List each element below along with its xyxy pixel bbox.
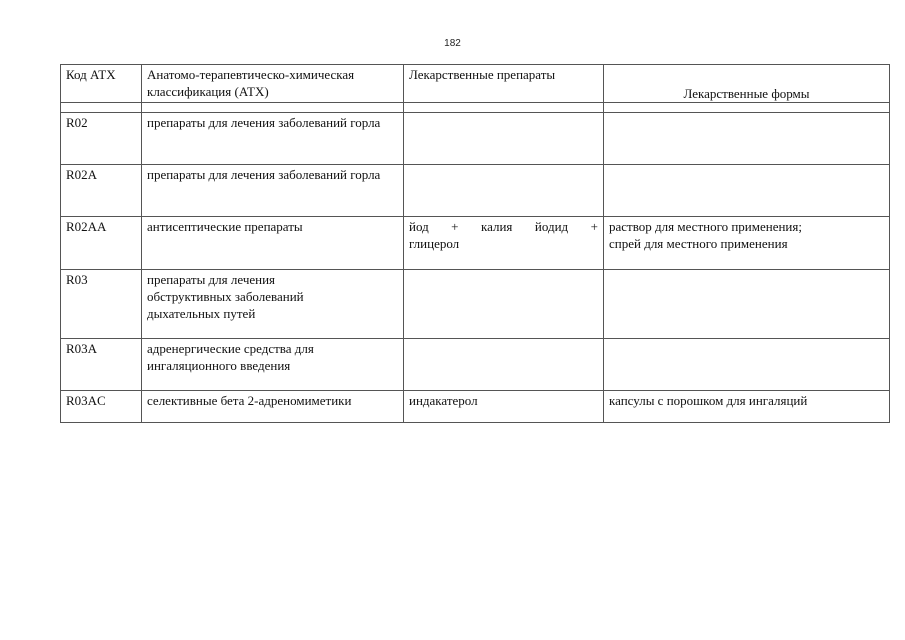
table-row	[61, 113, 890, 165]
cell-forms: капсулы с порошком для ингаляций	[604, 391, 890, 423]
cell-classification: препараты для лечения заболеваний горла	[142, 165, 404, 217]
cell-code: R02	[61, 113, 142, 165]
atx-table	[60, 64, 890, 423]
cell-forms	[604, 113, 890, 165]
table-row	[61, 217, 890, 270]
drugs-line-1: йод + калия йодид +	[409, 219, 598, 234]
cell-drugs	[404, 270, 604, 339]
cell-classification: селективные бета 2-адреномиметики	[142, 391, 404, 423]
header-forms: Лекарственные формы	[604, 65, 890, 103]
table-row	[61, 165, 890, 217]
cell-code: R03	[61, 270, 142, 339]
cell-drugs	[404, 113, 604, 165]
forms-line-1: раствор для местного применения;	[609, 219, 802, 234]
header-classification: Анатомо-терапевтическо-химическая классификация (АТХ)	[142, 65, 404, 103]
cell-code: R03AC	[61, 391, 142, 423]
cell-code: R02A	[61, 165, 142, 217]
cell-forms	[604, 217, 890, 270]
header-spacer-row	[61, 103, 890, 113]
cell-classification: препараты для лечения заболеваний горла	[142, 113, 404, 165]
cell-forms	[604, 270, 890, 339]
header-code: Код АТХ	[61, 65, 142, 103]
cell-classification: антисептические препараты	[142, 217, 404, 270]
cell-classification: препараты для лечения обструктивных заболеваний дыхательных путей	[142, 270, 404, 339]
cell-drugs: индакатерол	[404, 391, 604, 423]
header-drugs: Лекарственные препараты	[404, 65, 604, 103]
forms-line-2: спрей для местного применения	[609, 236, 788, 251]
cell-drugs	[404, 165, 604, 217]
cell-forms	[604, 339, 890, 391]
cell-classification: адренергические средства для ингаляционного введения	[142, 339, 404, 391]
drugs-line-2: глицерол	[409, 236, 460, 251]
cell-code: R02AA	[61, 217, 142, 270]
cell-drugs	[404, 217, 604, 270]
page-number: 182	[444, 38, 461, 49]
table-row	[61, 391, 890, 423]
table-header-row	[61, 65, 890, 103]
table-row	[61, 339, 890, 391]
table-row	[61, 270, 890, 339]
cell-drugs	[404, 339, 604, 391]
cell-forms	[604, 165, 890, 217]
cell-code: R03A	[61, 339, 142, 391]
